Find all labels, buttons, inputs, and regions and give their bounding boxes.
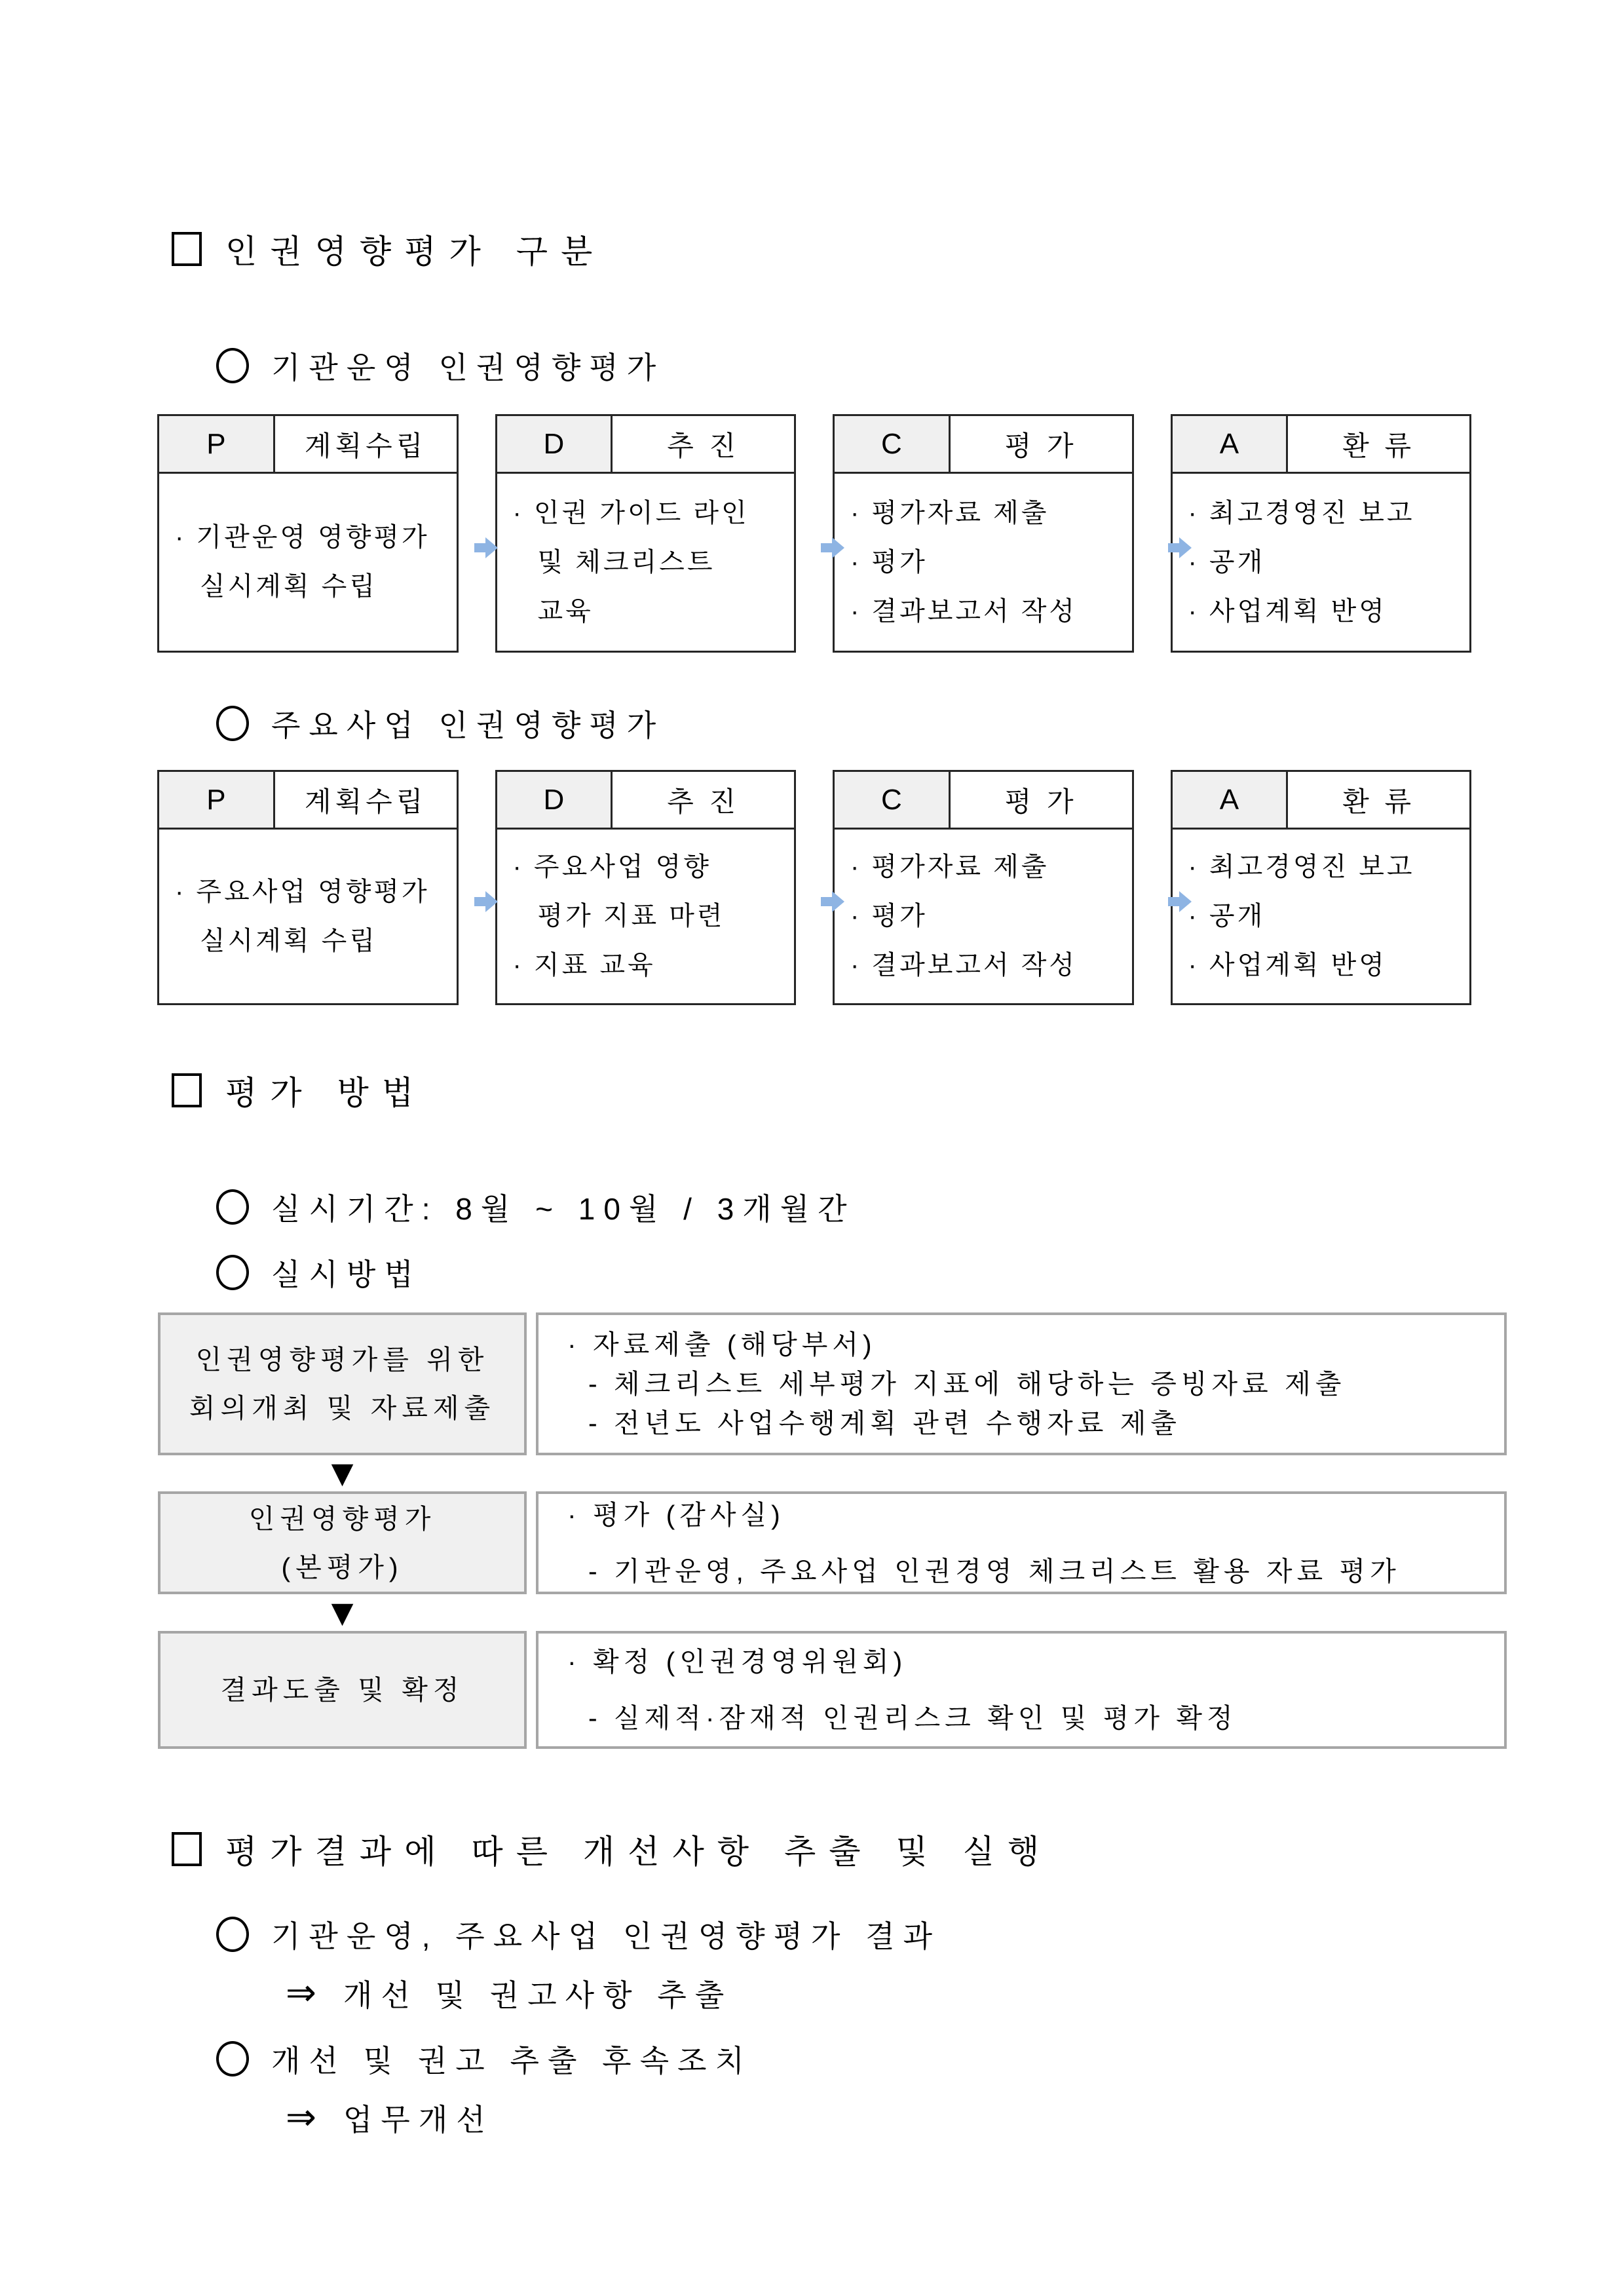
pdca-box-body [1173,830,1470,1003]
pdca-line: 평가 지표 마련 [537,902,725,930]
flow-detail-line: - 전년도 사업수행계획 관련 수행자료 제출 [588,1408,1181,1438]
bullet-assessment-period [216,1187,856,1227]
right-arrow-icon [473,535,499,561]
pdca-box-body [497,474,795,651]
bullet-text: 실시기간: 8월 ~ 10월 / 3개월간 [271,1192,856,1226]
pdca-line: · 인권 가이드 라인 [512,498,749,527]
pdca-line: · 평가자료 제출 [850,852,1049,881]
pdca-line: 교육 [537,596,594,626]
pdca-box-header [497,416,795,474]
pdca-line: · 지표 교육 [512,951,656,980]
circle-bullet-icon [216,1255,249,1290]
bullet-text: 업무개선 [343,2103,494,2137]
pdca-title-cell: 환 류 [1342,430,1416,461]
pdca-title-cell: 추 진 [667,430,740,461]
pdca-row-institution [157,414,1471,653]
section-title-assessment-classification [172,228,605,270]
bullet-followup-measures [216,2039,753,2078]
flow-detail-line: · 평가 (감사실) [567,1499,785,1530]
flow-detail-line: - 실제적·잠재적 인권리스크 확인 및 평가 확정 [588,1703,1237,1733]
bullet-assessment-results [216,1915,941,1954]
right-arrow-icon [820,535,846,561]
circle-bullet-icon [216,348,249,383]
bullet-work-improvement [286,2098,494,2137]
circle-bullet-icon [216,2041,249,2076]
pdca-line: · 사업계획 반영 [1188,951,1387,980]
pdca-box-act [1171,770,1472,1005]
pdca-title-cell: 계획수립 [305,430,427,461]
pdca-box-body [159,830,457,1003]
pdca-line: 및 체크리스트 [537,547,715,577]
pdca-box-header [835,772,1132,830]
circle-bullet-icon [216,706,249,741]
flow-step-label-line: 인권영향평가를 위한 [195,1345,489,1375]
pdca-line: · 공개 [1188,547,1266,577]
pdca-line: · 최고경영진 보고 [1188,852,1415,881]
pdca-box-check [833,770,1134,1005]
pdca-title-cell: 계획수립 [305,786,427,817]
section-title-text: 평가 방법 [225,1075,427,1111]
section-title-text: 평가결과에 따른 개선사항 추출 및 실행 [225,1833,1053,1870]
square-bullet-icon [172,1832,202,1866]
pdca-letter-cell: P [159,416,275,472]
subsection-title-text: 기관운영 인권영향평가 [271,351,665,385]
flow-detail-meeting-and-submission [536,1312,1507,1455]
subsection-institution-assessment [216,346,664,385]
bullet-extract-recommendations [286,1974,732,2013]
pdca-box-header [1173,416,1470,474]
pdca-title-cell: 환 류 [1342,786,1416,817]
pdca-box-act [1171,414,1472,653]
pdca-box-body [835,830,1132,1003]
circle-bullet-icon [216,1917,249,1952]
flow-step-meeting-and-submission [158,1312,527,1455]
pdca-line: · 공개 [1188,902,1266,930]
pdca-line: · 최고경영진 보고 [1188,498,1415,527]
pdca-line: 실시계획 수립 [200,572,377,601]
pdca-box-body [497,830,795,1003]
down-arrow-icon: ▼ [331,1596,354,1630]
pdca-box-body [835,474,1132,651]
bullet-text: 개선 및 권고사항 추출 [343,1978,733,2012]
pdca-line: · 평가 [850,547,928,577]
pdca-line: · 기관운영 영향평가 [175,523,430,552]
section-title-improvement-actions [172,1828,1052,1870]
square-bullet-icon [172,232,202,266]
pdca-title-cell: 추 진 [667,786,740,817]
flow-step-result-confirmation [158,1631,527,1749]
pdca-box-header [835,416,1132,474]
square-bullet-icon [172,1073,202,1107]
flow-step-label-line: (본평가) [281,1552,404,1582]
bullet-assessment-procedure [216,1253,422,1292]
pdca-line: · 평가자료 제출 [850,498,1049,527]
bullet-text: 개선 및 권고 추출 후속조치 [271,2044,753,2078]
flow-detail-main-assessment [536,1491,1507,1594]
pdca-line: · 결과보고서 작성 [850,596,1078,626]
pdca-box-plan [157,770,459,1005]
pdca-box-header [159,772,457,830]
pdca-line: · 평가 [850,902,928,930]
pdca-line: · 주요사업 영향 [512,852,711,881]
flow-step-main-assessment [158,1491,527,1594]
pdca-box-header [1173,772,1470,830]
flow-step-label-line: 결과도출 및 확정 [220,1675,464,1705]
pdca-row-business [157,770,1471,1005]
pdca-letter-cell: A [1173,772,1289,828]
section-title-assessment-method [172,1069,426,1111]
pdca-letter-cell: C [835,772,951,828]
pdca-letter-cell: P [159,772,275,828]
bullet-text: 기관운영, 주요사업 인권영향평가 결과 [271,1919,941,1953]
subsection-business-assessment [216,704,664,743]
flow-step-label-line: 인권영향평가 [248,1503,436,1534]
pdca-line: · 사업계획 반영 [1188,596,1387,626]
pdca-line: 실시계획 수립 [200,926,377,955]
flow-detail-result-confirmation [536,1631,1507,1749]
subsection-title-text: 주요사업 인권영향평가 [271,708,665,742]
flow-detail-line: - 기관운영, 주요사업 인권경영 체크리스트 활용 자료 평가 [588,1556,1401,1586]
right-arrow-icon [473,889,499,915]
pdca-letter-cell: C [835,416,951,472]
flow-step-label-line: 회의개최 및 자료제출 [189,1393,496,1423]
pdca-letter-cell: D [497,772,613,828]
pdca-line: · 결과보고서 작성 [850,951,1078,980]
circle-bullet-icon [216,1189,249,1225]
double-arrow-icon: ⇒ [286,1972,325,2014]
pdca-letter-cell: A [1173,416,1289,472]
right-arrow-icon [1167,889,1193,915]
pdca-box-header [497,772,795,830]
bullet-text: 실시방법 [271,1257,422,1292]
pdca-box-do [495,414,797,653]
pdca-box-plan [157,414,459,653]
pdca-letter-cell: D [497,416,613,472]
pdca-box-header [159,416,457,474]
flow-detail-line: - 체크리스트 세부평가 지표에 해당하는 증빙자료 제출 [588,1369,1346,1399]
pdca-title-cell: 평 가 [1004,430,1078,461]
double-arrow-icon: ⇒ [286,2096,325,2139]
section-title-text: 인권영향평가 구분 [225,233,606,270]
flow-detail-line: · 확정 (인권경영위원회) [567,1647,907,1677]
pdca-box-body [1173,474,1470,651]
pdca-box-body [159,474,457,651]
pdca-box-do [495,770,797,1005]
right-arrow-icon [820,889,846,915]
pdca-line: · 주요사업 영향평가 [175,877,430,906]
down-arrow-icon: ▼ [331,1457,354,1490]
pdca-box-check [833,414,1134,653]
pdca-title-cell: 평 가 [1004,786,1078,817]
flow-detail-line: · 자료제출 (해당부서) [567,1330,877,1360]
right-arrow-icon [1167,535,1193,561]
